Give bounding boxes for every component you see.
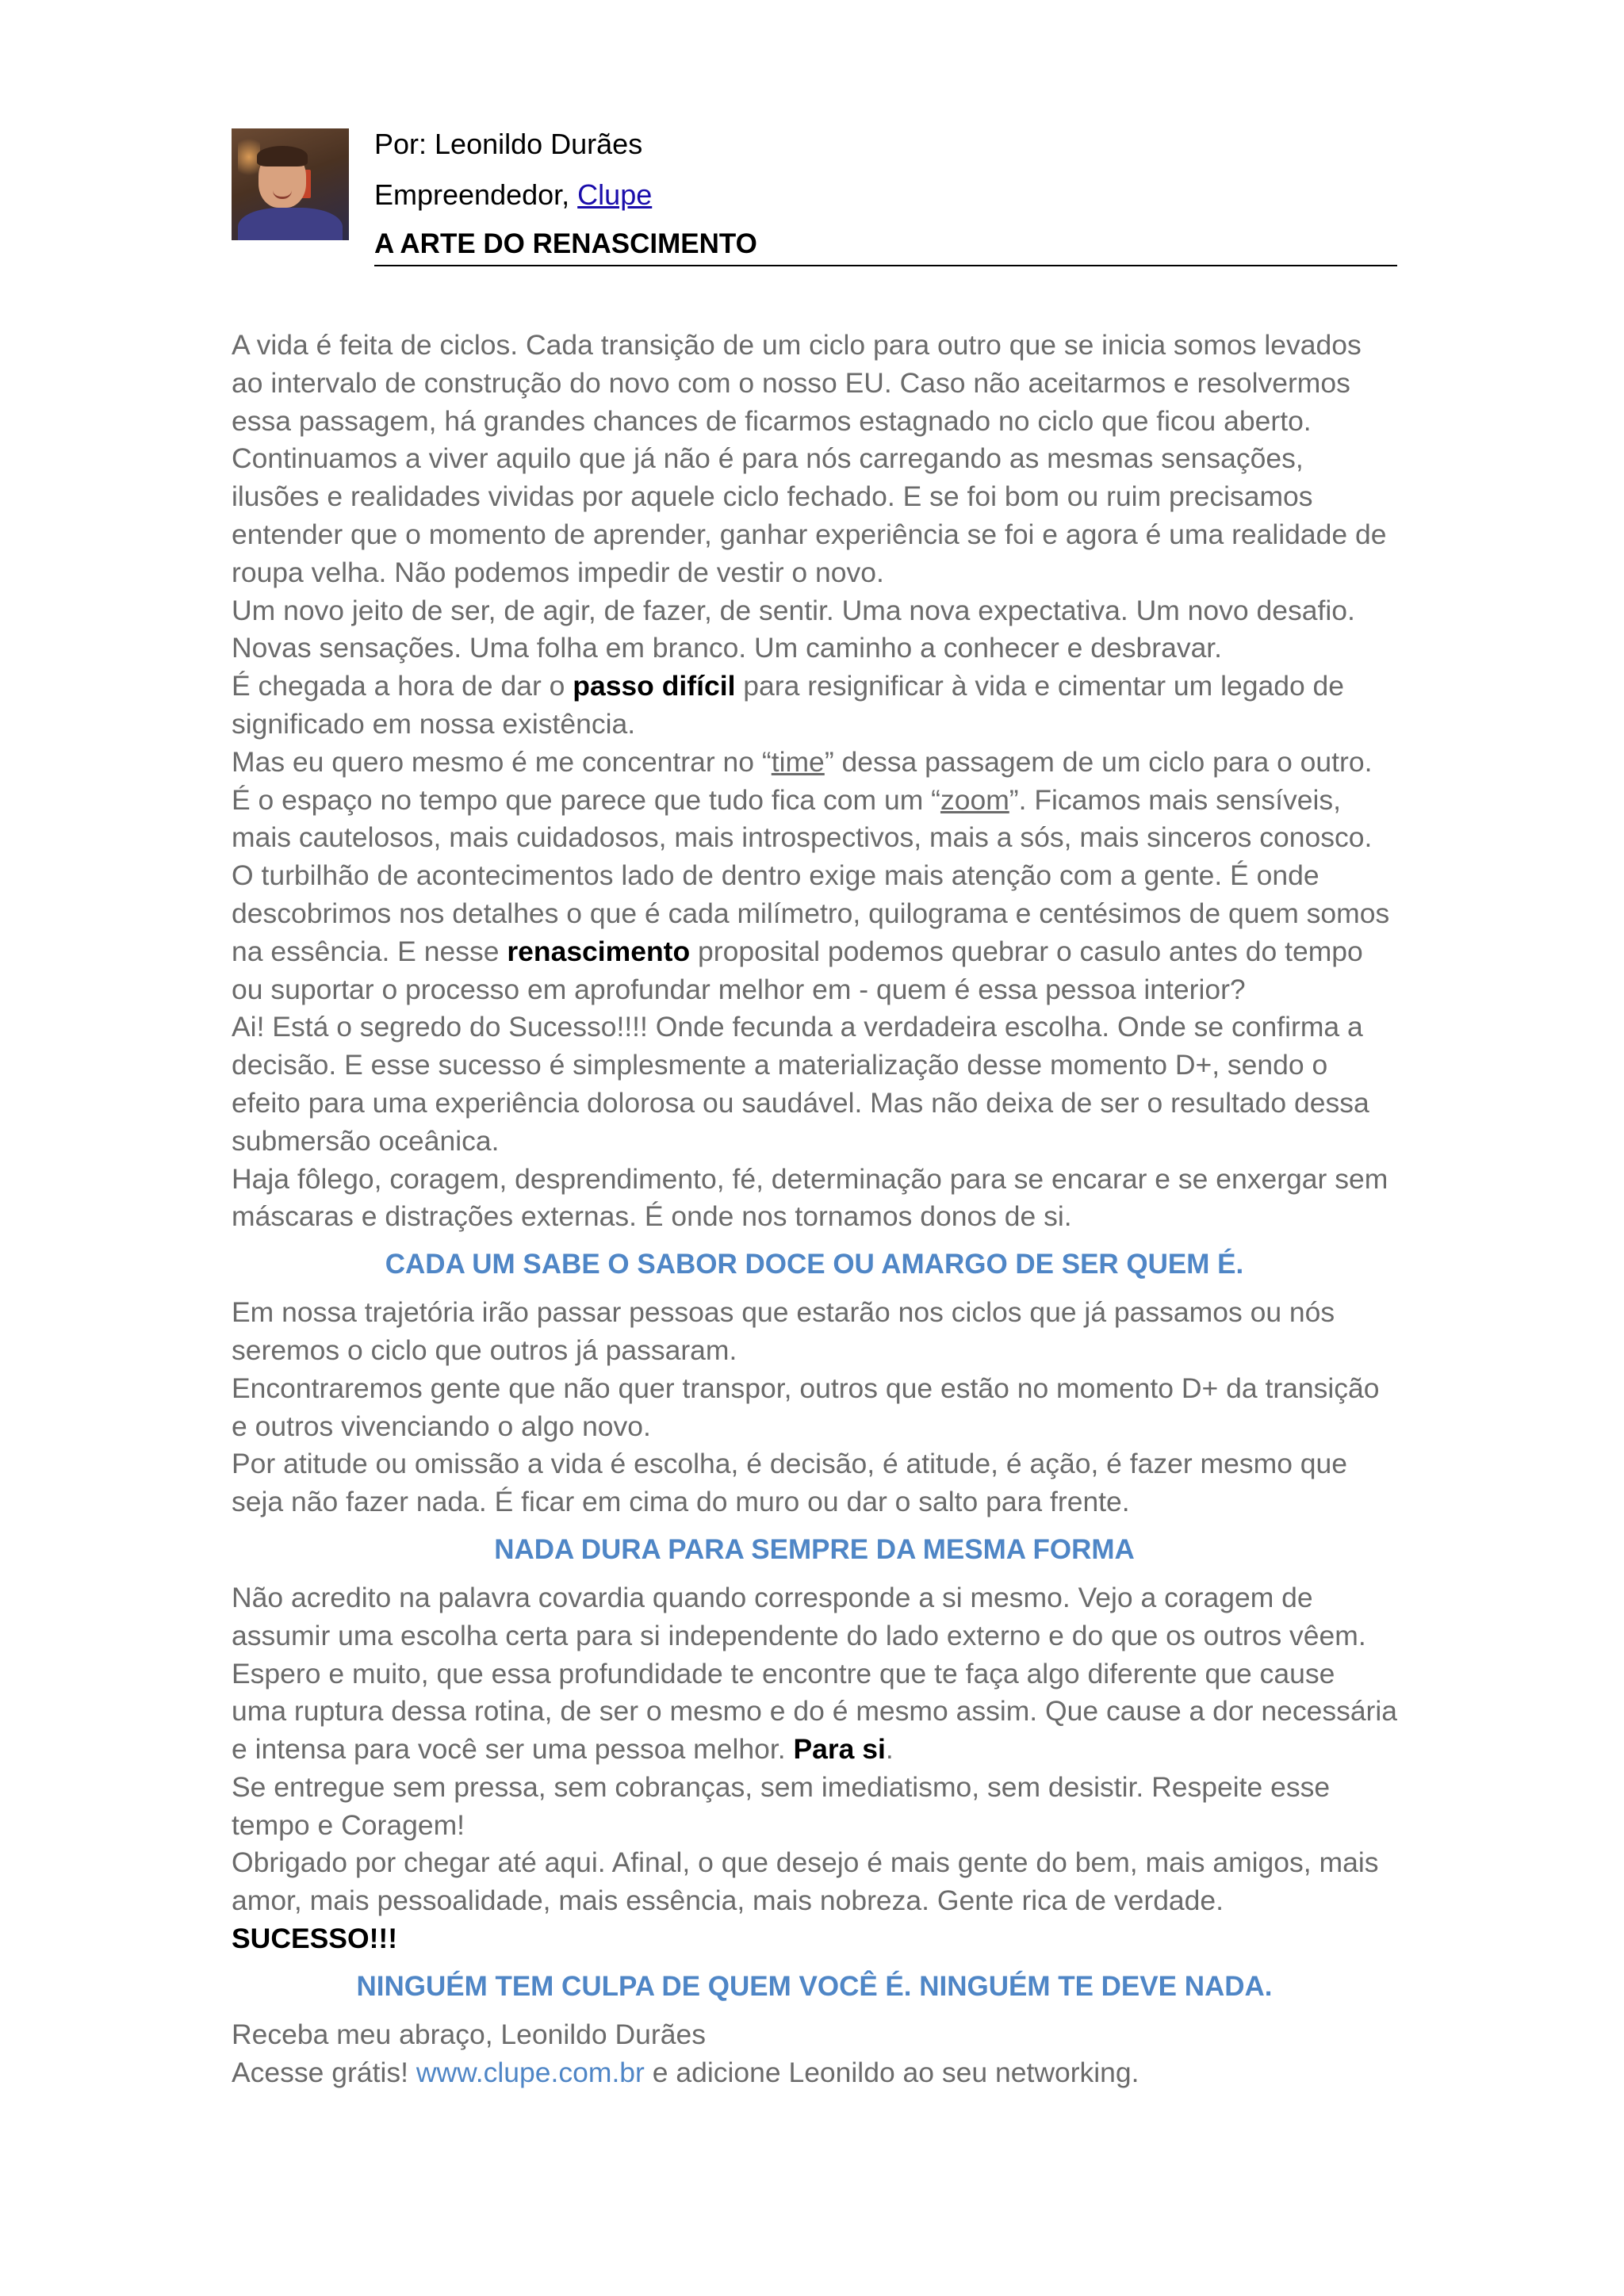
paragraph: A vida é feita de ciclos. Cada transição de um ciclo para outro que se inicia somos levados ao intervalo de construção do novo com o nosso EU. Caso não aceitarmos e resolvermos essa passagem, há grandes chances de ficarmos estagnado no ciclo que ficou aberto. Continuamos a viver aquilo que já não é para nós carregando as mesmas sensações, ilusões e realidades vividas por aquele ciclo fechado. E se foi bom ou ruim precisamos entender que o momento de aprender, ganhar experiência se foi e agora é uma realidade de roupa velha. Não podemos impedir de vestir o novo. [232, 329, 1387, 588]
signature-line: Receba meu abraço, Leonildo Durães [232, 2018, 706, 2050]
access-line [232, 2054, 1397, 2092]
paragraph [232, 782, 1397, 1009]
author-line: Por: Leonildo Durães [374, 128, 643, 160]
text-span: Não acredito na palavra covardia quando corresponde a si mesmo. Vejo a coragem de assumir uma escolha certa para si independente do lado externo e do que os outros vêem. Espero e muito, que essa profundidade te encontre que te faça algo diferente que cause uma ruptura dessa rotina, de ser o mesmo e do é mesmo assim. Que cause a dor necessária e intensa para você ser uma pessoa melhor. [232, 1581, 1398, 1766]
text-span: ”. Ficamos mais sensíveis, mais cautelosos, mais cuidadosos, mais introspectivos, mais a sós, mais sinceros conosco. O turbilhão de acontecimentos lado de dentro exige mais atenção com a gente. É onde descobrimos nos detalhes o que é cada milímetro, quilograma e centésimos de quem somos na essência. E nesse [232, 783, 1390, 967]
website-link[interactable]: www.clupe.com.br [416, 2056, 645, 2088]
paragraph: Em nossa trajetória irão passar pessoas que estarão nos ciclos que já passamos ou nós seremos o ciclo que outros já passaram. [232, 1296, 1335, 1366]
underlined-text: time [771, 745, 825, 778]
paragraph: Um novo jeito de ser, de agir, de fazer, de sentir. Uma nova expectativa. Um novo desafio. Novas sensações. Uma folha em branco. Um caminho a conhecer e desbravar. [232, 594, 1355, 664]
text-span: para resignificar à vida e cimentar um legado de significado em nossa existência. [232, 670, 1345, 740]
text-span: . [885, 1733, 894, 1766]
article-body [232, 327, 1397, 2091]
paragraph: Encontraremos gente que não quer transpor, outros que estão no momento D+ da transição e outros vivenciando o algo novo. [232, 1372, 1380, 1442]
text-span: Acesse grátis! [232, 2056, 416, 2088]
paragraph: Ai! Está o segredo do Sucesso!!!! Onde fecunda a verdadeira escolha. Onde se confirma a decisão. E esse sucesso é simplesmente a materialização desse momento D+, sendo o efeito para uma experiência dolorosa ou saudável. Mas não deixa de ser o resultado dessa submersão oceânica. [232, 1011, 1369, 1157]
paragraph: Haja fôlego, coragem, desprendimento, fé, determinação para se encarar e se enxergar sem máscaras e distrações externas. É onde nos tornamos donos de si. [232, 1162, 1388, 1233]
paragraph: Se entregue sem pressa, sem cobranças, sem imediatismo, sem desistir. Respeite esse tempo e Coragem! [232, 1770, 1331, 1841]
paragraph [232, 1920, 1397, 1958]
text-span: ” dessa passagem de um ciclo para o outro. [824, 745, 1373, 778]
text-span: É chegada a hora de dar o [232, 670, 573, 702]
text-span: e adicione Leonildo ao seu networking. [644, 2056, 1139, 2088]
section-heading: NADA DURA PARA SEMPRE DA MESMA FORMA [494, 1533, 1135, 1565]
paragraph: Obrigado por chegar até aqui. Afinal, o que desejo é mais gente do bem, mais amigos, mais amor, mais pessoalidade, mais essência, mais nobreza. Gente rica de verdade. [232, 1846, 1379, 1917]
text-span: proposital podemos quebrar o casulo antes do tempo ou suportar o processo em aprofundar melhor em - quem é essa pessoa interior? [232, 935, 1363, 1005]
paragraph [232, 744, 1397, 782]
bold-text: renascimento [507, 935, 691, 967]
paragraph [232, 1579, 1397, 1769]
article-title: A ARTE DO RENASCIMENTO [374, 228, 1397, 266]
paragraph: Por atitude ou omissão a vida é escolha, é decisão, é atitude, é ação, é fazer mesmo que seja não fazer nada. É ficar em cima do muro ou dar o salto para frente. [232, 1448, 1348, 1518]
underlined-text: zoom [940, 783, 1009, 816]
bold-text: SUCESSO!!! [232, 1923, 398, 1955]
text-span: É o espaço no tempo que parece que tudo fica com um “ [232, 783, 940, 816]
author-photo [232, 128, 349, 240]
paragraph [232, 668, 1397, 744]
section-heading: CADA UM SABE O SABOR DOCE OU AMARGO DE SER QUEM É. [385, 1249, 1244, 1280]
role-line [374, 179, 652, 211]
text-span: Mas eu quero mesmo é me concentrar no “ [232, 745, 772, 778]
bold-text: passo difícil [573, 670, 736, 702]
bold-text: Para si [793, 1733, 886, 1766]
role-prefix: Empreendedor, [374, 178, 578, 211]
section-heading: NINGUÉM TEM CULPA DE QUEM VOCÊ É. NINGUÉM TE DEVE NADA. [356, 1970, 1273, 2002]
photo-shirt [238, 208, 343, 240]
clupe-link[interactable]: Clupe [577, 178, 653, 211]
photo-hair [257, 146, 308, 166]
